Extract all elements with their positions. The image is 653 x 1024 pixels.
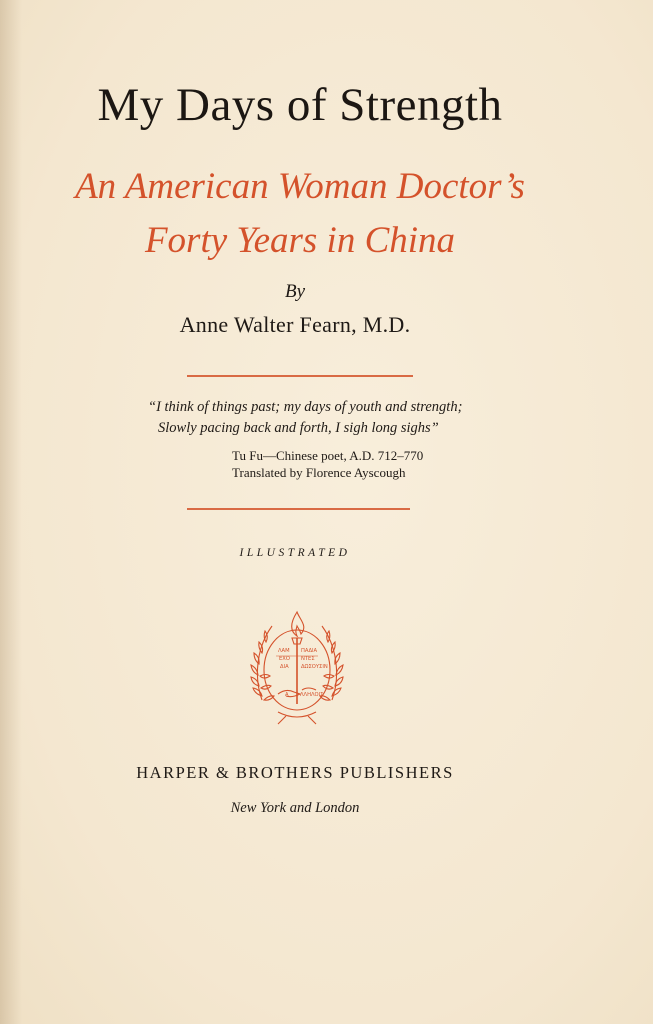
- svg-text:ΕΧΟ: ΕΧΟ: [279, 656, 290, 662]
- subtitle-line-2: Forty Years in China: [144, 220, 456, 261]
- ribbon: [278, 712, 316, 717]
- subtitle-line-1: An American Woman Doctor’s: [75, 166, 525, 207]
- illustrated-label: ILLUSTRATED: [239, 547, 351, 559]
- svg-text:ΛΛΗΛΟΙΣ: ΛΛΗΛΟΙΣ: [300, 692, 324, 698]
- attribution-line-2: Translated by Florence Ayscough: [232, 465, 406, 480]
- book-subtitle: [0, 160, 600, 268]
- divider-rule-bottom: [187, 508, 410, 510]
- by-label: By: [284, 281, 306, 302]
- quote-line-2: Slowly pacing back and forth, I sigh long sighs”: [158, 420, 439, 436]
- publisher-name: HARPER & BROTHERS PUBLISHERS: [136, 763, 454, 782]
- svg-text:ΔΙΑ: ΔΙΑ: [280, 664, 289, 670]
- quote-line-1: “I think of things past; my days of youth and strength;: [148, 399, 463, 415]
- epigraph-attribution: [232, 447, 532, 481]
- emblem-text-right: ΠΑΔΙΑ: [301, 648, 318, 654]
- torch-laurel-emblem-icon: [248, 608, 346, 726]
- emblem-text-left: ΛΑΜ: [278, 648, 290, 654]
- publication-place: New York and London: [230, 800, 360, 816]
- attribution-line-1: Tu Fu—Chinese poet, A.D. 712–770: [232, 448, 424, 463]
- book-title: My Days of Strength: [97, 79, 503, 131]
- epigraph-quote: [148, 397, 528, 439]
- svg-text:ΝΤΕΣ: ΝΤΕΣ: [301, 656, 315, 662]
- torch-flame: [292, 612, 304, 636]
- divider-rule-top: [187, 375, 413, 377]
- svg-text:Α: Α: [285, 692, 289, 698]
- hand-right: [302, 688, 316, 690]
- author-name: Anne Walter Fearn, M.D.: [179, 312, 411, 337]
- gutter-shadow: [0, 0, 22, 1024]
- svg-text:ΔΩΣΟΥΣΙΝ: ΔΩΣΟΥΣΙΝ: [301, 664, 328, 670]
